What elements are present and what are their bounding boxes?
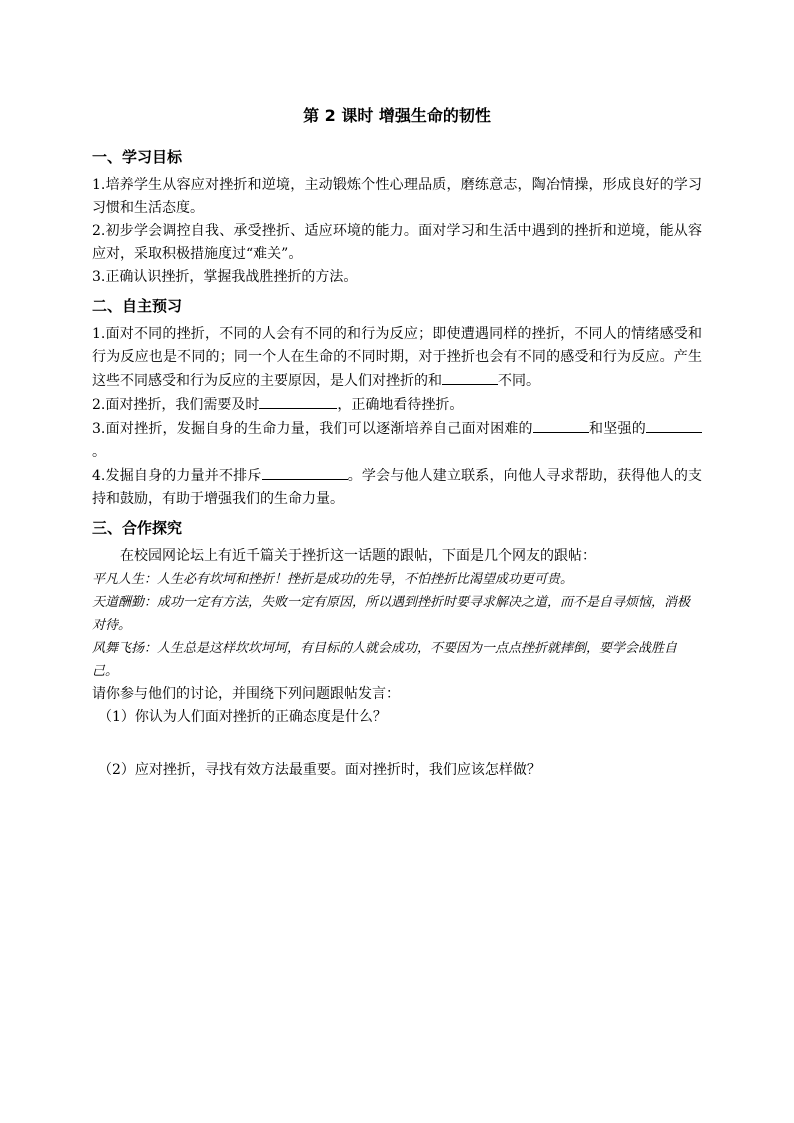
- fill-blank-2[interactable]: [259, 393, 337, 409]
- section-heading-goals: 一、学习目标: [92, 148, 183, 166]
- preview-item-4-tail: 。学会与他人建立联系，向他人寻求帮助，获得他人的支持和鼓励，有助于增强我们的生命力量。: [92, 468, 703, 507]
- preview-item-2: [92, 393, 702, 417]
- fill-blank-3[interactable]: [533, 417, 589, 433]
- preview-item-3-mid: 和坚强的: [588, 421, 646, 437]
- document-body: [92, 146, 702, 788]
- preview-item-1-tail: 不同。: [498, 373, 540, 389]
- goal-item-1: 1.培养学生从容应对挫折和逆境，主动锻炼个性心理品质，磨练意志，陶冶情操，形成良好的学习习惯和生活态度。: [92, 177, 702, 216]
- goal-item-3: 3.正确认识挫折，掌握我战胜挫折的方法。: [92, 269, 358, 285]
- fill-blank-4[interactable]: [646, 417, 702, 433]
- preview-item-1-text: 1.面对不同的挫折，不同的人会有不同的和行为反应；即使遭遇同样的挫折，不同人的情绪感受和行为反应也是不同的；同一个人在生命的不同时期，对于挫折也会有不同的感受和行为反应。产生这些不同感受和行为反应的主要原因，是人们对挫折的和: [92, 326, 702, 389]
- question-1: （1）你认为人们面对挫折的正确态度是什么？: [98, 709, 387, 725]
- goal-item-2: 2.初步学会调控自我、承受挫折、适应环境的能力。面对学习和生活中遇到的挫折和逆境，能从容应对，采取积极措施度过“难关”。: [92, 223, 702, 262]
- section-learning-goals: [92, 146, 702, 289]
- preview-item-3-text: 3.面对挫折，发掘自身的生命力量，我们可以逐渐培养自己面对困难的: [92, 421, 533, 437]
- fill-blank-5[interactable]: [262, 464, 348, 480]
- preview-item-2-tail: ，正确地看待挫折。: [337, 397, 464, 413]
- forum-post-2: 天道酬勤：成功一定有方法，失败一定有原因，所以遇到挫折时要寻求解决之道，而不是自寻烦恼，消极对待。: [92, 595, 691, 633]
- section-heading-explore: 三、合作探究: [92, 519, 183, 537]
- section-self-preview: [92, 295, 702, 511]
- preview-item-2-text: 2.面对挫折，我们需要及时: [92, 397, 260, 413]
- forum-post-3: 风舞飞扬：人生总是这样坎坎坷坷，有目标的人就会成功，不要因为一点点挫折就摔倒，要学会战胜自己。: [92, 641, 678, 679]
- discussion-prompt: 请你参与他们的讨论，并围绕下列问题跟帖发言：: [92, 686, 400, 702]
- section-heading-preview: 二、自主预习: [92, 297, 183, 315]
- preview-item-4-text: 4.发掘自身的力量并不排斥: [92, 468, 262, 484]
- preview-item-4: [92, 464, 702, 511]
- question-2: （2）应对挫折，寻找有效方法最重要。面对挫折时，我们应该怎样做？: [98, 762, 541, 778]
- preview-item-3: [92, 417, 702, 464]
- page-title: 第 2 课时 增强生命的韧性: [303, 106, 491, 125]
- preview-item-1: [92, 323, 702, 393]
- section-cooperative-inquiry: [92, 517, 702, 782]
- preview-item-3-tail: 。: [92, 444, 106, 460]
- fill-blank-1[interactable]: [442, 369, 498, 385]
- explore-intro: 在校园网论坛上有近千篇关于挫折这一话题的跟帖，下面是几个网友的跟帖：: [120, 548, 596, 564]
- forum-post-1: 平凡人生：人生必有坎坷和挫折！挫折是成功的先导，不怕挫折比渴望成功更可贵。: [92, 572, 574, 587]
